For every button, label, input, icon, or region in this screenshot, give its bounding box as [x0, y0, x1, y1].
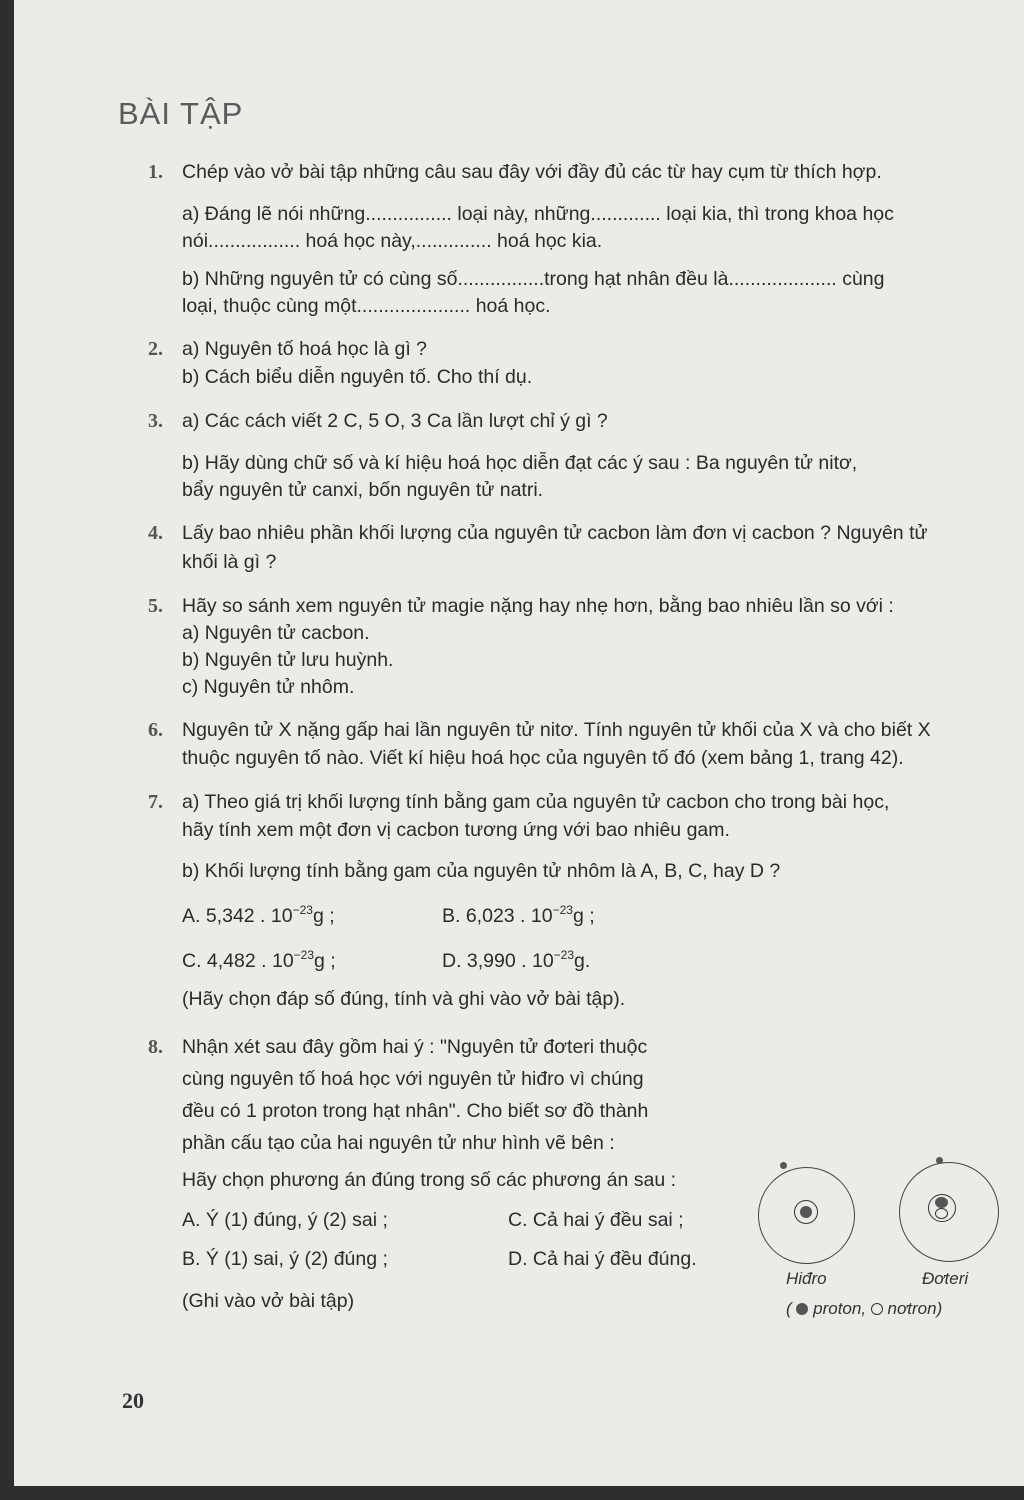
question-number: 7.: [148, 791, 163, 813]
question-text: Lấy bao nhiêu phần khối lượng của nguyên tử cacbon làm đơn vị cacbon ? Nguyên tử: [182, 522, 928, 544]
answer-option-a: A. Ý (1) đúng, ý (2) sai ;: [182, 1209, 388, 1231]
neutron-legend-icon: [871, 1303, 883, 1315]
question-text: c) Nguyên tử nhôm.: [182, 676, 355, 698]
answer-option-b: B. Ý (1) sai, ý (2) đúng ;: [182, 1248, 388, 1270]
question-text: nói................. hoá học này,.............. hoá học kia.: [182, 230, 603, 252]
question-number: 6.: [148, 719, 163, 741]
question-text: Chép vào vở bài tập những câu sau đây với đầy đủ các từ hay cụm từ thích hợp.: [182, 161, 882, 183]
question-text: a) Nguyên tố hoá học là gì ?: [182, 338, 427, 360]
answer-option-d: D. 3,990 . $10^{-23}g$.: [442, 948, 591, 972]
proton-icon: [800, 1206, 812, 1218]
question-number: 5.: [148, 595, 163, 617]
question-text: a) Đáng lẽ nói những................ loại này, những............. loại kia, thì trong khoa học: [182, 203, 894, 225]
question-text: Nguyên tử X nặng gấp hai lần nguyên tử nitơ. Tính nguyên tử khối của X và cho biết X: [182, 719, 931, 741]
question-text: b) Nguyên tử lưu huỳnh.: [182, 649, 394, 671]
question-text: hãy tính xem một đơn vị cacbon tương ứng với bao nhiêu gam.: [182, 819, 730, 841]
question-text: b) Cách biểu diễn nguyên tố. Cho thí dụ.: [182, 366, 533, 388]
question-number: 2.: [148, 338, 163, 360]
question-text: phần cấu tạo của hai nguyên tử như hình vẽ bên :: [182, 1132, 615, 1154]
electron-icon: [780, 1162, 787, 1169]
hydrogen-label: Hiđro: [786, 1269, 827, 1288]
answer-option-a: A. 5,342 . $10^{-23}g$ ;: [182, 903, 335, 927]
question-text: Hãy so sánh xem nguyên tử magie nặng hay nhẹ hơn, bằng bao nhiêu lần so với :: [182, 595, 894, 617]
question-text: Nhận xét sau đây gồm hai ý : "Nguyên tử đơteri thuộc: [182, 1036, 648, 1058]
page-number: 20: [122, 1388, 144, 1413]
question-text: a) Các cách viết 2 C, 5 O, 3 Ca lần lượt chỉ ý gì ?: [182, 410, 608, 432]
question-note: (Hãy chọn đáp số đúng, tính và ghi vào vở bài tập).: [182, 988, 626, 1010]
electron-icon: [936, 1157, 943, 1164]
figure-legend: ( proton, nơtron): [786, 1299, 943, 1318]
question-text: đều có 1 proton trong hạt nhân". Cho biết sơ đồ thành: [182, 1100, 649, 1122]
question-text: b) Hãy dùng chữ số và kí hiệu hoá học diễn đạt các ý sau : Ba nguyên tử nitơ,: [182, 452, 858, 474]
question-text: loại, thuộc cùng một..................... hoá học.: [182, 295, 551, 317]
deuterium-label: Đơteri: [922, 1269, 969, 1288]
page-heading: BÀI TẬP: [118, 96, 244, 131]
question-text: Hãy chọn phương án đúng trong số các phương án sau :: [182, 1169, 677, 1191]
question-number: 1.: [148, 161, 163, 183]
question-text: a) Theo giá trị khối lượng tính bằng gam của nguyên tử cacbon cho trong bài học,: [182, 791, 890, 813]
textbook-page: [14, 0, 1024, 1486]
proton-legend-icon: [796, 1303, 808, 1315]
question-number: 4.: [148, 522, 163, 544]
question-number: 3.: [148, 410, 163, 432]
question-text: khối là gì ?: [182, 551, 277, 573]
question-note: (Ghi vào vở bài tập): [182, 1290, 355, 1312]
question-number: 8.: [148, 1036, 163, 1058]
question-text: bẩy nguyên tử canxi, bốn nguyên tử natri.: [182, 479, 544, 501]
answer-option-d: D. Cả hai ý đều đúng.: [508, 1248, 697, 1270]
question-text: a) Nguyên tử cacbon.: [182, 622, 370, 644]
answer-option-c: C. Cả hai ý đều sai ;: [508, 1209, 684, 1231]
answer-option-b: B. 6,023 . $10^{-23}g$ ;: [442, 903, 595, 927]
question-text: thuộc nguyên tố nào. Viết kí hiệu hoá học của nguyên tố đó (xem bảng 1, trang 42).: [182, 747, 904, 769]
question-text: b) Những nguyên tử có cùng số................trong hạt nhân đều là.................... cùng: [182, 268, 885, 290]
neutron-icon: [935, 1208, 948, 1219]
question-text: cùng nguyên tố hoá học với nguyên tử hiđro vì chúng: [182, 1068, 644, 1090]
question-text: b) Khối lượng tính bằng gam của nguyên tử nhôm là A, B, C, hay D ?: [182, 860, 781, 882]
answer-option-c: C. 4,482 . $10^{-23}g$ ;: [182, 948, 336, 972]
proton-icon: [935, 1197, 948, 1208]
